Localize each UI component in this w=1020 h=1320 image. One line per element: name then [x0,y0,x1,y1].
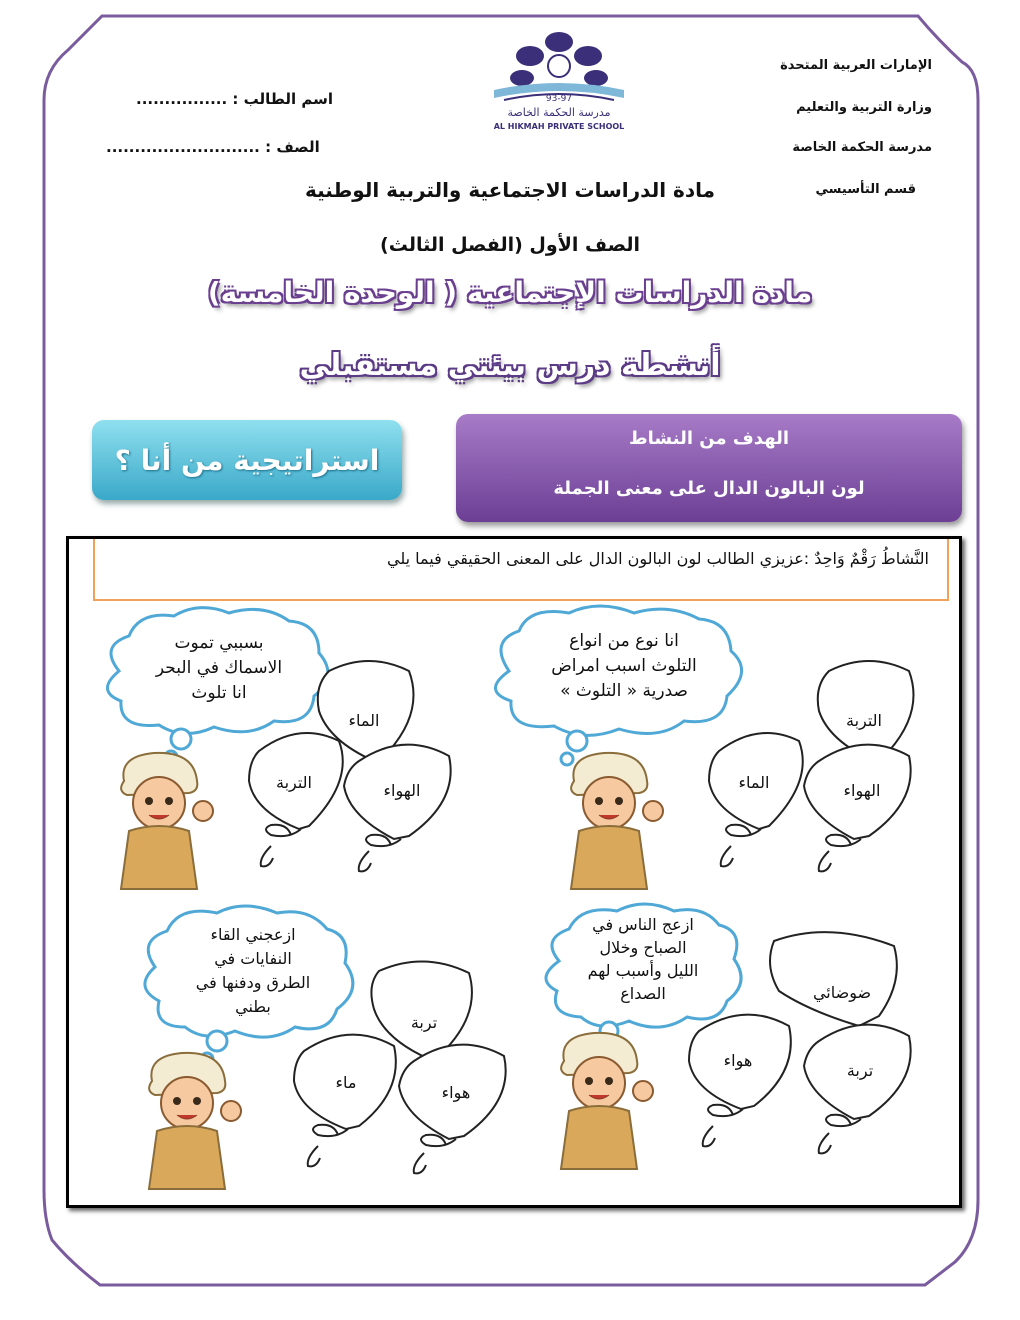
goal-box [456,414,962,522]
class-line [106,138,320,156]
subject-title: مادة الدراسات الاجتماعية والتربية الوطنية [305,178,715,202]
logo-arabic-name: مدرسة الحكمة الخاصة [507,106,611,119]
thought-bubble-text: ازعجني القاء النفايات في الطرق ودفنها في بطني [195,925,311,1016]
balloon-option[interactable]: الهواء [843,781,881,800]
balloon-option[interactable]: ضوضائي [812,983,872,1002]
lesson-title: أنشطة درس بيئتي مستقبلي [299,348,721,383]
grade-title: الصف الأول (الفصل الثالث) [380,234,640,256]
instruction-box [93,539,949,601]
department-name: قسم التأسيسي [815,182,916,197]
boy-character-icon [549,751,669,891]
unit-title: مادة الدراسات الإجتماعية ( الوحدة الخامسة) [207,276,813,309]
activity-item-2 [89,601,529,891]
strategy-box [92,420,402,500]
activity-item-1 [469,601,949,891]
class-blank[interactable]: ........................... [106,138,260,156]
thought-bubble-text: ازعج الناس في الصباح وخلال الليل وأسبب لهم الصداع [587,915,699,1003]
balloon-option[interactable]: التربة [845,711,882,730]
instruction-text: النَّشاطُ رَقْمٌ وَاحِدٌ :عزيزي الطالب لون البالون الدال على المعنى الحقيقي فيما يلي [387,549,929,568]
school-logo [484,28,634,140]
boy-character-icon [539,1031,659,1171]
balloon-option[interactable]: الهواء [383,781,421,800]
balloon-option[interactable]: ماء [335,1073,357,1092]
student-name-label: اسم الطالب : [232,90,334,108]
country-name: الإمارات العربية المتحدة [780,58,932,73]
balloon-option[interactable]: الماء [738,773,770,792]
student-name-blank[interactable]: ................ [136,90,228,108]
thought-bubble-text: بسببي تموت الاسماك في البحر انا تلوث [155,633,283,703]
balloon-option[interactable]: الماء [348,711,380,730]
activity-item-4 [109,901,529,1201]
goal-heading: الهدف من النشاط [628,428,790,449]
balloon-option[interactable]: تربة [846,1061,874,1080]
balloon-option[interactable]: هواء [723,1051,753,1070]
student-name-line [136,90,333,108]
goal-text: لون البالون الدال على معنى الجملة [553,478,865,499]
boy-character-icon [127,1051,247,1191]
balloon-option[interactable]: هواء [441,1083,471,1102]
balloon-option[interactable]: تربة [410,1013,438,1032]
class-label: الصف : [265,138,320,156]
activity-item-3 [529,901,949,1201]
boy-character-icon [99,751,219,891]
balloon-option[interactable]: التربة [275,773,312,792]
thought-bubble-text: انا نوع من انواع التلوث اسبب امراض صدرية « التلوث » [551,631,697,701]
activity-frame [66,536,962,1208]
ministry-name: وزارة التربية والتعليم [796,100,932,115]
logo-years: 93-97 [545,94,573,104]
strategy-label: استراتيجية من أنا ؟ [114,443,380,477]
logo-english-name: AL HIKMAH PRIVATE SCHOOL [493,122,625,131]
school-name: مدرسة الحكمة الخاصة [792,140,932,155]
